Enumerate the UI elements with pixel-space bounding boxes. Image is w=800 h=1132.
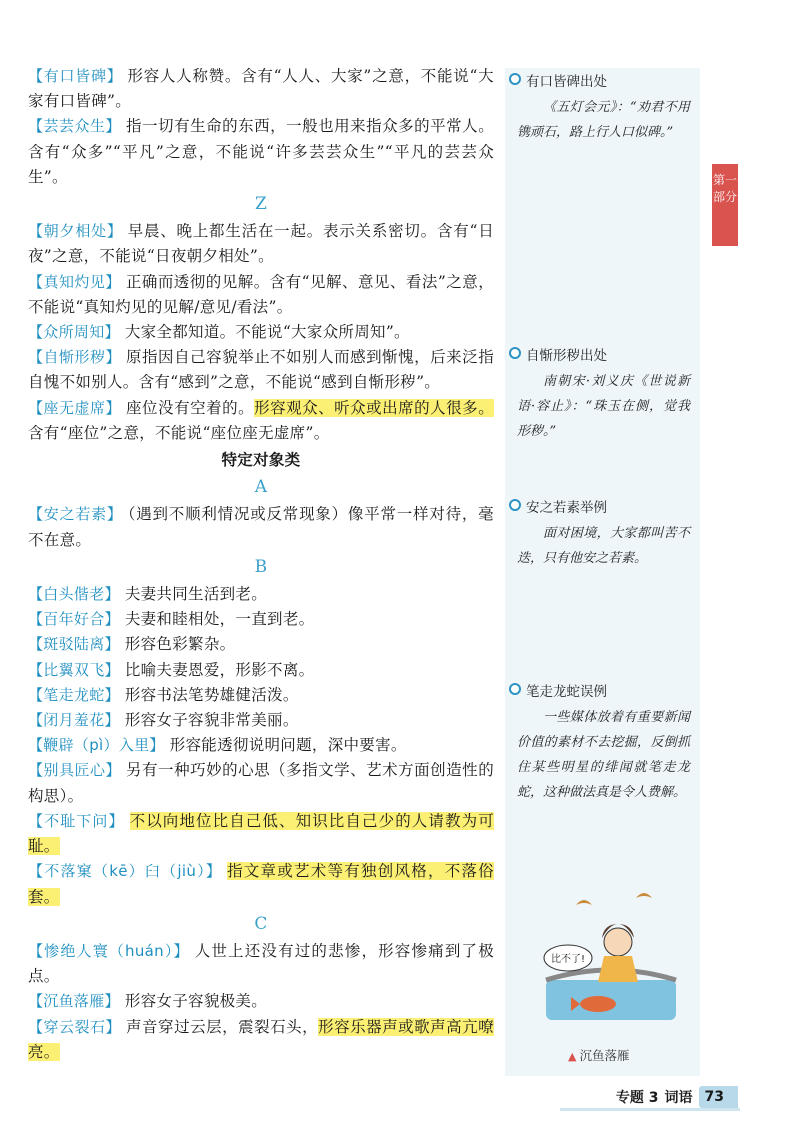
entry-buluokejiu bbox=[28, 859, 494, 909]
footer-divider bbox=[560, 1108, 740, 1111]
entry-term: 【座无虚席】 bbox=[28, 398, 122, 417]
entry-zhenzhizhuojian bbox=[28, 270, 494, 320]
highlighted-text: 指文章或艺术等有独创风格，不落俗套。 bbox=[28, 862, 494, 906]
lady-face bbox=[604, 928, 632, 956]
letter-heading-b: B bbox=[254, 556, 268, 577]
bullet-icon bbox=[509, 73, 521, 85]
side-note-body: 南朝宋·刘义庆《世说新语·容止》：“珠玉在侧，觉我形秽。” bbox=[517, 374, 690, 439]
entry-text: 形容能透彻说明问题，深中要害。 bbox=[169, 736, 407, 755]
highlighted-text: 不以向地位比自己低、知识比自己少的人请教为可耻。 bbox=[28, 811, 494, 856]
footer-label: 词语 bbox=[664, 1090, 693, 1106]
entry-term: 【百年好合】 bbox=[28, 610, 120, 629]
entry-term: 【芸芸众生】 bbox=[28, 117, 122, 136]
entry-term: 【有口皆碑】 bbox=[28, 67, 123, 85]
entry-text: （遇到不顺利情况或反常现象）像平常一样对待，毫不在意。 bbox=[28, 505, 494, 549]
entry-yunyunzhongsheng bbox=[28, 114, 494, 190]
entry-text: 正确而透彻的见解。含有“见解、意见、看法”之意，不能说“真知灼见的见解/意见/看法”。 bbox=[28, 272, 494, 316]
entry-text: 形容女子容貌极美。 bbox=[124, 992, 268, 1011]
side-note-title: 笔走龙蛇误例 bbox=[526, 684, 607, 700]
entry-term: 【众所周知】 bbox=[28, 323, 120, 342]
entry-term: 【斑驳陆离】 bbox=[28, 635, 120, 654]
entry-text: 早晨、晚上都生活在一起。表示关系密切。含有“日夜”之意，不能说“日夜朝夕相处”。 bbox=[28, 222, 494, 266]
entry-term: 【闭月羞花】 bbox=[28, 711, 120, 730]
entry-term: 【不耻下问】 bbox=[28, 811, 125, 830]
entry-term: 【沉鱼落雁】 bbox=[28, 992, 120, 1011]
entry-text: 形容书法笔势雄健活泼。 bbox=[124, 685, 299, 704]
side-note-body: 《五灯会元》：“劝君不用镌顽石，路上行人口似碑。” bbox=[517, 100, 690, 140]
chenyuluoyan-illustration bbox=[536, 880, 686, 1040]
entry-term: 【白头偕老】 bbox=[28, 585, 120, 604]
bird-icon bbox=[576, 900, 592, 905]
entry-term: 【鞭辟（pì）入里】 bbox=[28, 736, 165, 755]
triangle-icon: ▲ bbox=[568, 1050, 577, 1063]
entry-chuanyunlieshi bbox=[28, 1015, 494, 1065]
section-title: 特定对象类 bbox=[221, 451, 301, 470]
entry-biyishuangfei bbox=[28, 658, 494, 683]
entry-text: 比喻夫妻恩爱，形影不离。 bbox=[124, 660, 315, 679]
side-note bbox=[505, 72, 700, 145]
entry-text: 指一切有生命的东西，一般也用来指众多的平常人。含有“众多”“平凡”之意，不能说“许多芸芸众生”“平凡的芸芸众生”。 bbox=[28, 117, 494, 186]
side-note-title: 安之若素举例 bbox=[526, 500, 607, 516]
lady-dress bbox=[598, 956, 638, 982]
entry-term: 【比翼双飞】 bbox=[28, 660, 120, 679]
entry-term: 【不落窠（kē）臼（jiù）】 bbox=[28, 862, 223, 881]
side-note bbox=[505, 346, 700, 444]
entry-text: 座位没有空着的。 bbox=[126, 398, 255, 417]
main-content bbox=[28, 64, 494, 1065]
entry-text: 原指因自己容貌举止不如别人而感到惭愧，后来泛指自愧不如别人。含有“感到”之意，不能说“感到自惭形秽”。 bbox=[28, 348, 494, 392]
highlighted-text: 形容观众、听众或出席的人很多。 bbox=[254, 398, 494, 417]
side-note-body: 面对困境，大家都叫苦不迭，只有他安之若素。 bbox=[517, 526, 690, 566]
letter-heading-z: Z bbox=[254, 194, 268, 215]
entry-text: 夫妻和睦相处，一直到老。 bbox=[124, 610, 315, 629]
entry-text: 含有“座位”之意，不能说“座位座无虚席”。 bbox=[28, 423, 330, 442]
letter-heading-c: C bbox=[254, 913, 268, 934]
entry-term: 【笔走龙蛇】 bbox=[28, 685, 120, 704]
bullet-icon bbox=[509, 683, 521, 695]
side-note bbox=[505, 498, 700, 571]
entry-bainianhaohe bbox=[28, 607, 494, 632]
entry-anzhiruosu bbox=[28, 502, 494, 552]
entry-zhongsuozhouzhi bbox=[28, 320, 494, 345]
entry-canjuerenhuan bbox=[28, 939, 494, 989]
side-note bbox=[505, 682, 700, 805]
entry-term: 【真知灼见】 bbox=[28, 272, 121, 291]
side-note-title: 有口皆碑出处 bbox=[526, 74, 607, 90]
page-number: 73 bbox=[699, 1086, 738, 1108]
entry-biyuexiuhua bbox=[28, 708, 494, 733]
entry-biejujiangxin bbox=[28, 758, 494, 808]
entry-term: 【惨绝人寰（huán）】 bbox=[28, 941, 190, 960]
illustration-caption bbox=[568, 1046, 629, 1064]
side-note-body: 一些媒体放着有重要新闻价值的素材不去挖掘，反倒抓住某些明星的绯闻就笔走龙蛇，这种做法真是令人费解。 bbox=[517, 710, 690, 800]
page-footer bbox=[616, 1086, 738, 1108]
entry-buchixiawen bbox=[28, 809, 494, 859]
bullet-icon bbox=[509, 499, 521, 511]
entry-term: 【穿云裂石】 bbox=[28, 1017, 122, 1036]
entry-term: 【安之若素】 bbox=[28, 505, 123, 524]
entry-zuowuxuxi bbox=[28, 396, 494, 446]
entry-text: 夫妻共同生活到老。 bbox=[124, 585, 268, 604]
entry-bianpirli bbox=[28, 733, 494, 758]
entry-text: 形容人人称赞。含有“人人、大家”之意，不能说“大家有口皆碑”。 bbox=[28, 67, 494, 111]
entry-text: 大家全都知道。不能说“大家众所周知”。 bbox=[124, 323, 410, 342]
speech-bubble-text: 比不了! bbox=[550, 954, 586, 965]
entry-text: 另有一种巧妙的心思（多指文学、艺术方面创造性的构思）。 bbox=[28, 761, 494, 805]
entry-term: 【朝夕相处】 bbox=[28, 222, 123, 241]
footer-topic: 专题 3 bbox=[615, 1090, 659, 1106]
entry-bizoulongshe bbox=[28, 683, 494, 708]
entry-term: 【自惭形秽】 bbox=[28, 348, 122, 367]
entry-text: 形容色彩繁杂。 bbox=[124, 635, 236, 654]
highlighted-text: 形容乐器声或歌声高亢嘹亮。 bbox=[28, 1017, 494, 1061]
entry-zhaoxixiangchu bbox=[28, 219, 494, 269]
part-tab: 第一部分 bbox=[712, 164, 738, 246]
entry-text: 形容女子容貌非常美丽。 bbox=[124, 711, 299, 730]
caption-text: 沉鱼落雁 bbox=[579, 1048, 630, 1063]
entry-banboluli bbox=[28, 632, 494, 657]
bullet-icon bbox=[509, 347, 521, 359]
entry-zicanxinghui bbox=[28, 345, 494, 395]
entry-text: 人世上还没有过的悲惨，形容惨痛到了极点。 bbox=[28, 941, 494, 986]
entry-baitouxielao bbox=[28, 582, 494, 607]
entry-chenyuluoyan bbox=[28, 989, 494, 1014]
fish-icon bbox=[580, 996, 616, 1012]
letter-heading-a: A bbox=[254, 477, 268, 498]
entry-youkoujiebei bbox=[28, 64, 494, 114]
entry-text: 声音穿过云层，震裂石头， bbox=[126, 1017, 319, 1036]
side-note-title: 自惭形秽出处 bbox=[526, 348, 607, 364]
entry-term: 【别具匠心】 bbox=[28, 761, 122, 780]
bird-icon bbox=[636, 893, 652, 898]
